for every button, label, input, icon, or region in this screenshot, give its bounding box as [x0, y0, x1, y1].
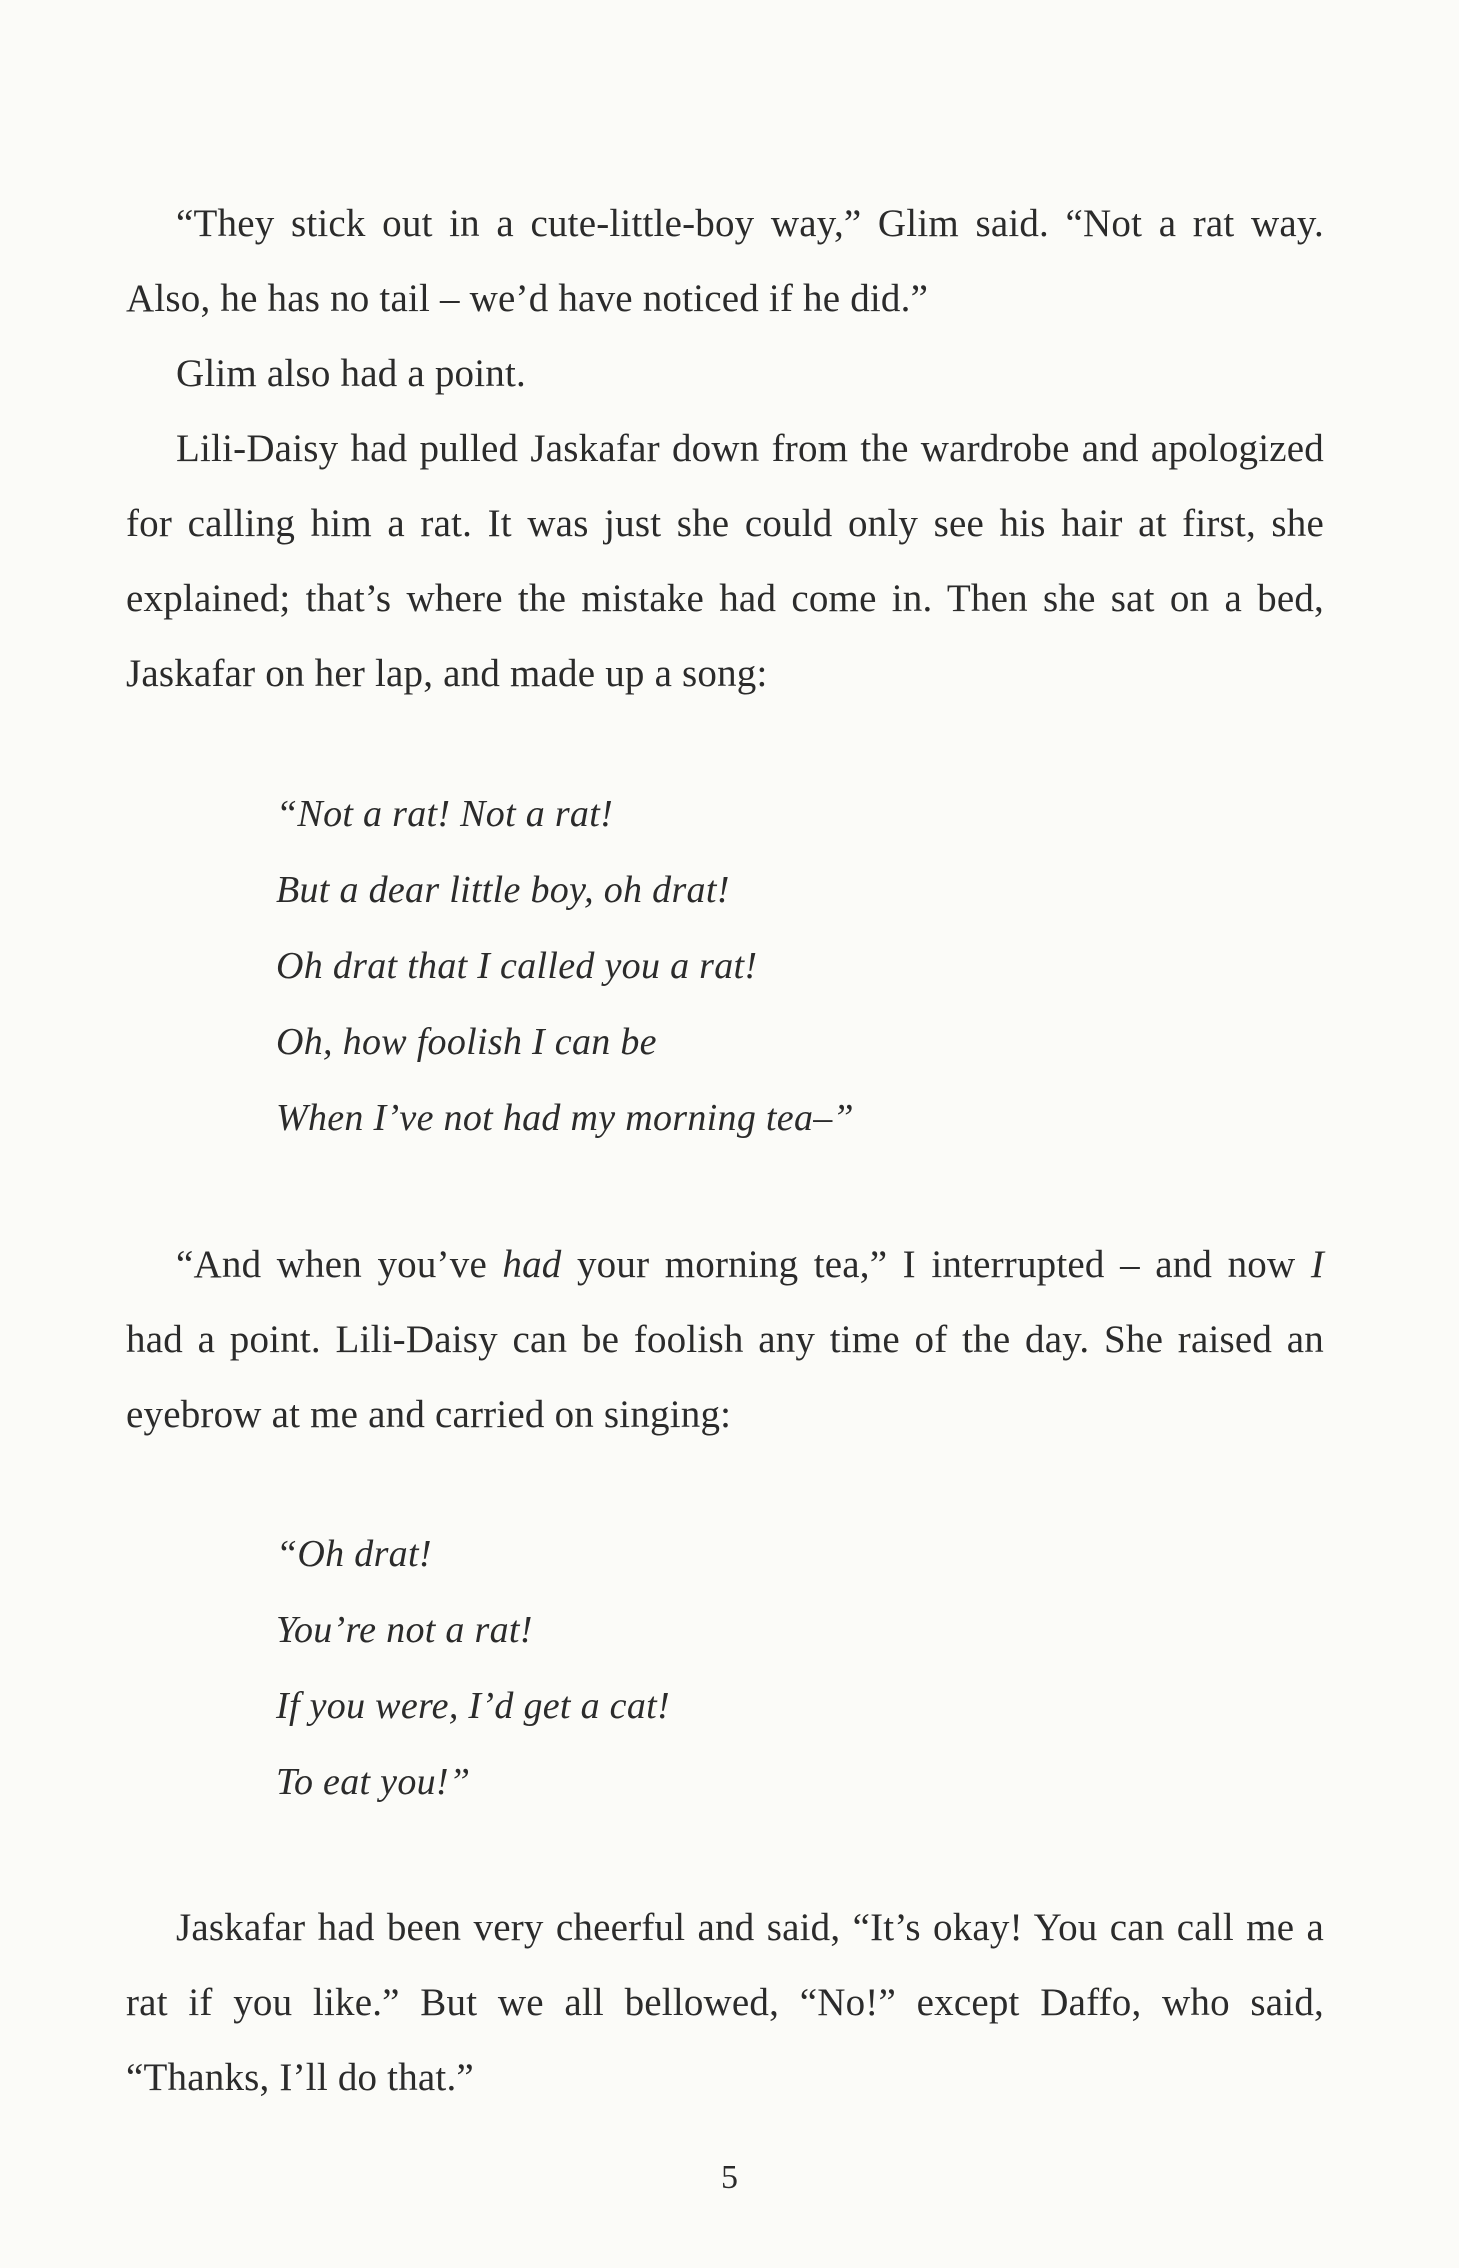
- paragraph: “They stick out in a cute-little-boy way,” Glim said. “Not a rat way. Also, he has no tail – we’d have noticed if he did.”: [126, 202, 1324, 320]
- emphasis: had: [502, 1243, 562, 1286]
- paragraph: Glim also had a point.: [176, 352, 526, 395]
- song-line: You’re not a rat!: [276, 1609, 533, 1651]
- text-run: “And when you’ve: [176, 1243, 503, 1286]
- paragraph: Jaskafar had been very cheerful and said, “It’s okay! You can call me a rat if you like.” But we all bellowed, “No!” except Daffo, who said, “Thanks, I’ll do that.”: [126, 1906, 1324, 2099]
- paragraph: [126, 1227, 1324, 1452]
- page-body: [126, 186, 1324, 2115]
- song-verse-2: [126, 1516, 1324, 1820]
- song-line: When I’ve not had my morning tea–”: [276, 1097, 854, 1139]
- emphasis: I: [1310, 1243, 1324, 1286]
- song-line: But a dear little boy, oh drat!: [276, 869, 730, 911]
- song-verse-1: [126, 776, 1324, 1156]
- page-number: 5: [721, 2159, 738, 2196]
- song-line: Oh drat that I called you a rat!: [276, 945, 758, 987]
- song-line: “Oh drat!: [276, 1533, 432, 1575]
- song-line: Oh, how foolish I can be: [276, 1021, 657, 1063]
- song-line: If you were, I’d get a cat!: [276, 1685, 670, 1727]
- text-run: had a point. Lili-Daisy can be foolish any time of the day. She raised an eyebrow at me and carried on singing:: [126, 1318, 1324, 1436]
- paragraph: Lili-Daisy had pulled Jaskafar down from the wardrobe and apologized for calling him a rat. It was just she could only see his hair at first, she explained; that’s where the mistake had come in. Then she sat on a bed, Jaskafar on her lap, and made up a song:: [126, 427, 1324, 695]
- song-line: “Not a rat! Not a rat!: [276, 793, 614, 835]
- song-line: To eat you!”: [276, 1761, 471, 1803]
- text-run: your morning tea,” I interrupted – and now: [561, 1243, 1311, 1286]
